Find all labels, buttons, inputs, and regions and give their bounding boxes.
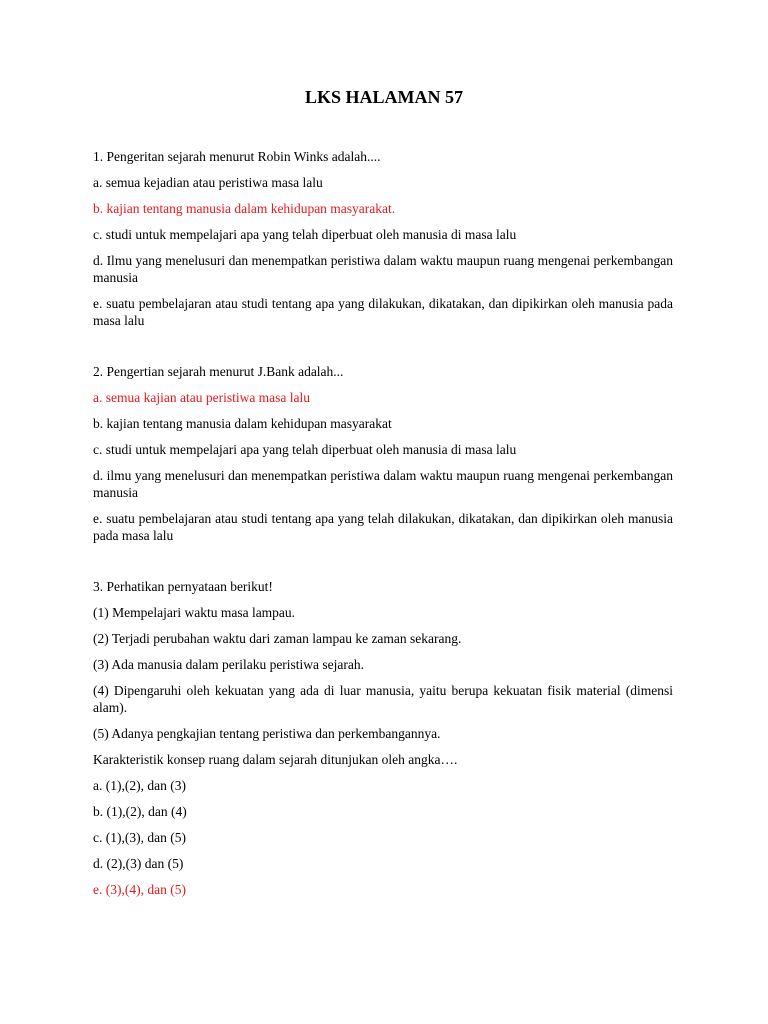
option-d: d. (2),(3) dan (5) [93,856,184,871]
page-title: LKS HALAMAN 57 [304,87,463,107]
option-d: d. ilmu yang menelusuri dan menempatkan peristiwa dalam waktu maupun ruang mengenai perkembangan manusia [93,468,673,500]
option-e: e. suatu pembelajaran atau studi tentang apa yang dilakukan, dikatakan, dan dipikirkan oleh manusia pada masa lalu [93,296,673,328]
option-a: a. semua kejadian atau peristiwa masa lalu [93,175,323,190]
option-c: c. (1),(3), dan (5) [93,830,186,845]
option-c: c. studi untuk mempelajari apa yang telah diperbuat oleh manusia di masa lalu [93,227,517,242]
question-1 [93,148,673,329]
option-b-correct-answer: b. kajian tentang manusia dalam kehidupan masyarakat. [93,201,396,216]
question-text: 1. Pengeritan sejarah menurut Robin Winks adalah.... [93,149,381,164]
option-a: a. (1),(2), dan (3) [93,778,186,793]
option-c: c. studi untuk mempelajari apa yang telah diperbuat oleh manusia di masa lalu [93,442,517,457]
statement-4: (4) Dipengaruhi oleh kekuatan yang ada di luar manusia, yaitu berupa kekuatan fisik material (dimensi alam). [93,683,673,715]
statement-1: (1) Mempelajari waktu masa lampau. [93,605,296,620]
option-a-correct-answer: a. semua kajian atau peristiwa masa lalu [93,390,311,405]
statement-3: (3) Ada manusia dalam perilaku peristiwa sejarah. [93,657,365,672]
option-b: b. (1),(2), dan (4) [93,804,187,819]
question-prompt: Karakteristik konsep ruang dalam sejarah ditunjukan oleh angka…. [93,752,458,767]
question-list [93,148,673,898]
option-e: e. suatu pembelajaran atau studi tentang apa yang telah dilakukan, dikatakan, dan dipikirkan oleh manusia pada masa lalu [93,511,673,543]
option-d: d. Ilmu yang menelusuri dan menempatkan peristiwa dalam waktu maupun ruang mengenai perkembangan manusia [93,253,673,285]
statement-5: (5) Adanya pengkajian tentang peristiwa dan perkembangannya. [93,726,441,741]
question-text: 3. Perhatikan pernyataan berikut! [93,579,273,594]
question-text: 2. Pengertian sejarah menurut J.Bank adalah... [93,364,344,379]
option-e-correct-answer: e. (3),(4), dan (5) [93,882,186,897]
question-2 [93,363,673,544]
option-b: b. kajian tentang manusia dalam kehidupan masyarakat [93,416,392,431]
question-3 [93,578,673,898]
statement-2: (2) Terjadi perubahan waktu dari zaman lampau ke zaman sekarang. [93,631,462,646]
